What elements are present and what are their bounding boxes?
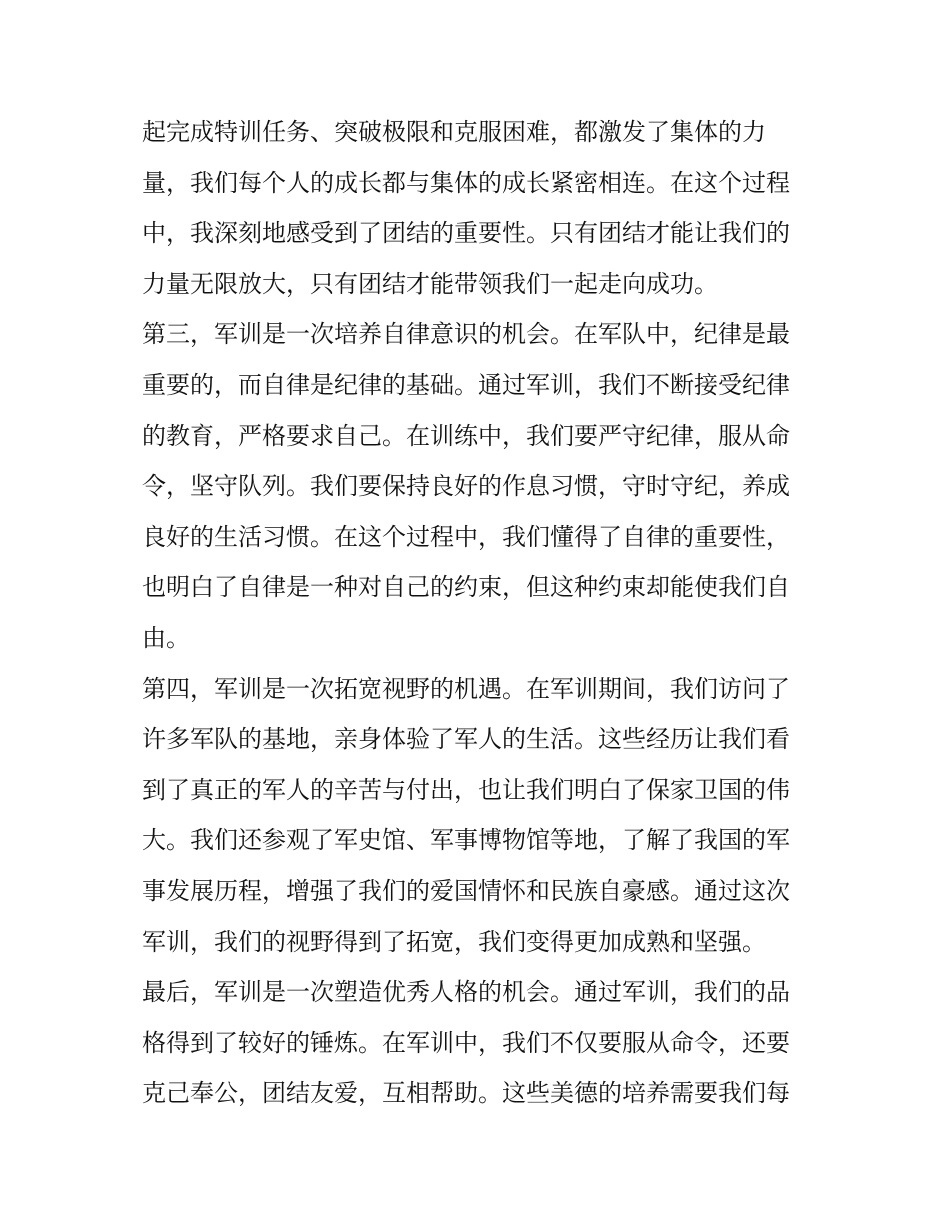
body-text [142,107,818,1119]
text-line: 军训，我们的视野得到了拓宽，我们变得更加成熟和坚强。 [142,927,766,956]
text-line: 力量无限放大，只有团结才能带领我们一起走向成功。 [142,269,718,298]
text-line: 许多军队的基地，亲身体验了军人的生活。这些经历让我们看 [142,725,790,754]
text-line: 重要的，而自律是纪律的基础。通过军训，我们不断接受纪律 [142,370,790,399]
text-line: 中，我深刻地感受到了团结的重要性。只有团结才能让我们的 [142,219,790,248]
text-line: 格得到了较好的锤炼。在军训中，我们不仅要服从命令，还要 [142,1028,790,1057]
text-line: 大。我们还参观了军史馆、军事博物馆等地，了解了我国的军 [142,826,790,855]
text-line: 的教育，严格要求自己。在训练中，我们要严守纪律，服从命 [142,421,790,450]
text-line: 克己奉公，团结友爱，互相帮助。这些美德的培养需要我们每 [142,1079,790,1108]
text-line: 量，我们每个人的成长都与集体的成长紧密相连。在这个过程 [142,168,790,197]
text-line: 令，坚守队列。我们要保持良好的作息习惯，守时守纪，养成 [142,472,790,501]
text-line: 良好的生活习惯。在这个过程中，我们懂得了自律的重要性， [142,522,790,551]
text-line: 最后，军训是一次塑造优秀人格的机会。通过军训，我们的品 [142,978,790,1007]
text-line: 也明白了自律是一种对自己的约束，但这种约束却能使我们自 [142,573,790,602]
text-line: 起完成特训任务、突破极限和克服困难，都激发了集体的力 [142,118,766,146]
text-line: 第四，军训是一次拓宽视野的机遇。在军训期间，我们访问了 [142,674,790,703]
text-line: 到了真正的军人的辛苦与付出，也让我们明白了保家卫国的伟 [142,775,790,804]
text-line: 第三，军训是一次培养自律意识的机会。在军队中，纪律是最 [142,320,790,349]
text-line: 事发展历程，增强了我们的爱国情怀和民族自豪感。通过这次 [142,876,790,905]
text-line: 由。 [142,623,190,652]
